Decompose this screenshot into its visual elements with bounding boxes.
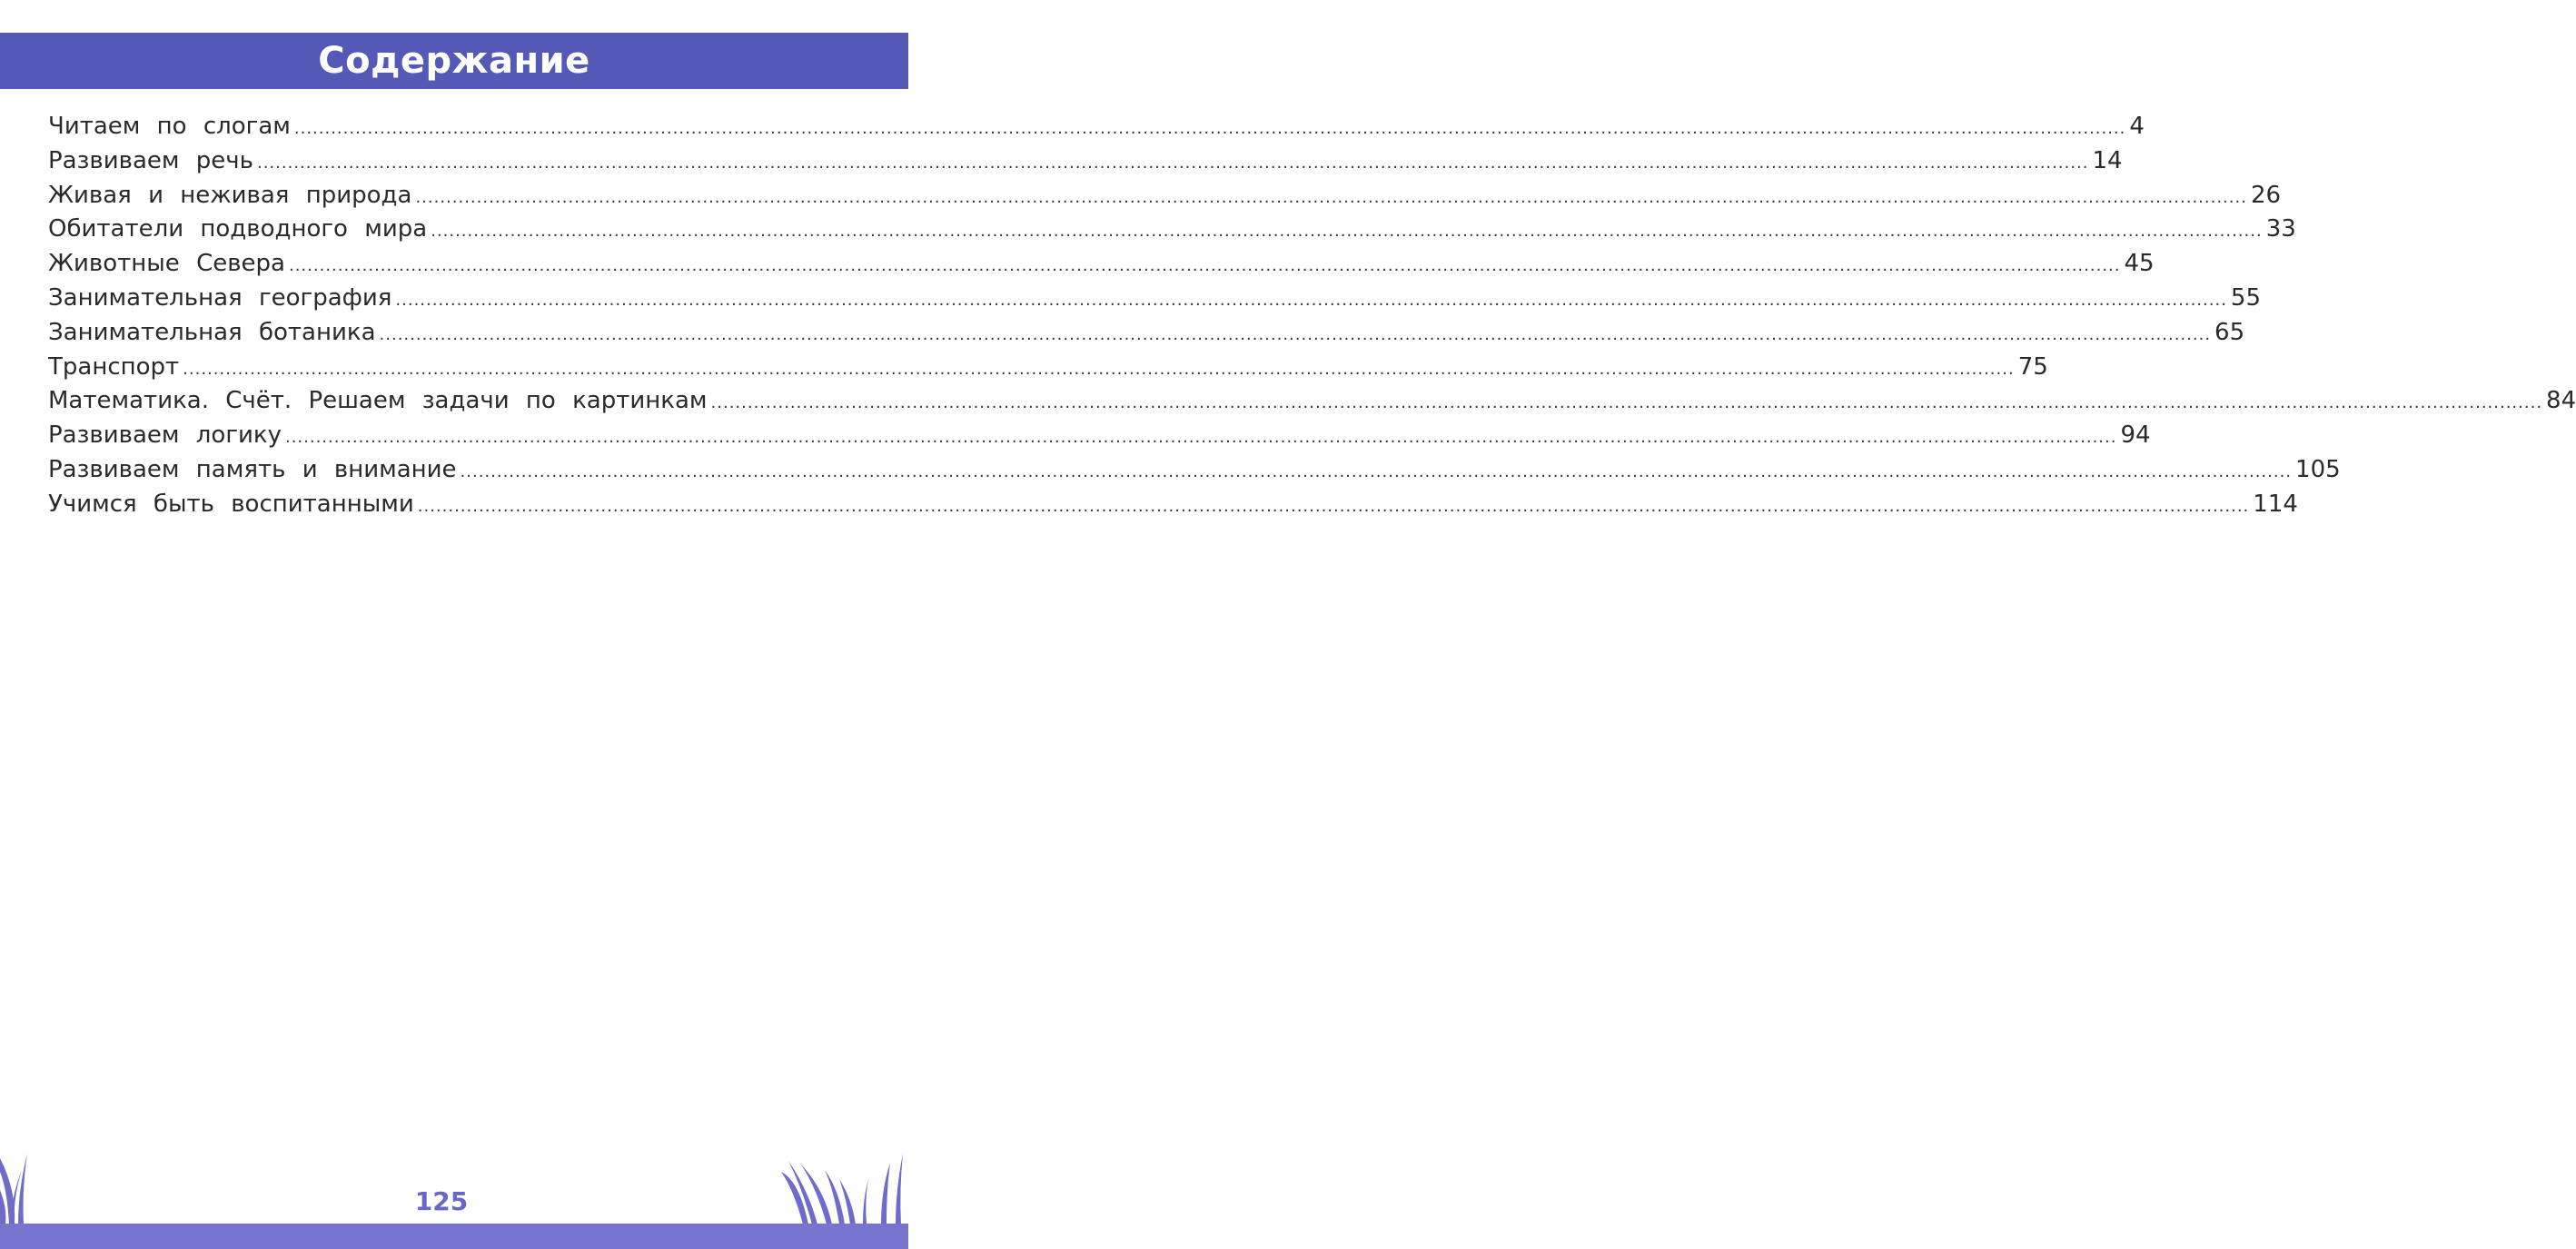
toc-entry-page: 94 — [2120, 421, 2151, 450]
toc-entry-page: 55 — [2230, 283, 2262, 312]
toc-entry[interactable] — [48, 421, 2151, 456]
dot-leader: ............................................................................................................................................................................................................................................................................................................ — [460, 461, 2293, 481]
dot-leader: ............................................................................................................................................................................................................................................................................................................ — [415, 187, 2247, 207]
dot-leader: ............................................................................................................................................................................................................................................................................................................ — [284, 428, 2117, 448]
toc-entry-title: Обитатели подводного мира — [48, 215, 428, 243]
toc-entry[interactable] — [48, 250, 2155, 284]
toc-entry-page: 114 — [2253, 490, 2298, 518]
dot-leader: ............................................................................................................................................................................................................................................................................................................ — [256, 153, 2089, 173]
page-number: 125 — [414, 1186, 469, 1216]
dot-leader: ............................................................................................................................................................................................................................................................................................................ — [288, 256, 2121, 276]
toc-entry-page: 4 — [2129, 113, 2145, 140]
toc-entry-page: 14 — [2092, 146, 2123, 174]
dot-leader: ............................................................................................................................................................................................................................................................................................................ — [293, 119, 2126, 138]
page-title: Содержание — [318, 40, 590, 82]
dot-leader: ............................................................................................................................................................................................................................................................................................................ — [395, 290, 2227, 310]
toc-entry[interactable] — [48, 387, 2576, 421]
toc-entry-title: Живая и неживая природа — [48, 181, 412, 209]
toc-entry[interactable] — [48, 455, 2341, 491]
toc-entry-page: 75 — [2017, 352, 2048, 381]
dot-leader: ............................................................................................................................................................................................................................................................................................................ — [431, 222, 2263, 242]
dot-leader: ............................................................................................................................................................................................................................................................................................................ — [379, 324, 2212, 344]
dot-leader: ............................................................................................................................................................................................................................................................................................................ — [710, 393, 2543, 413]
toc-entry-page: 105 — [2295, 455, 2341, 483]
dot-leader: ............................................................................................................................................................................................................................................................................................................ — [417, 496, 2250, 516]
toc-entry-page: 33 — [2265, 215, 2296, 243]
footer-band — [0, 1224, 908, 1249]
toc-entry[interactable] — [48, 490, 2298, 525]
toc-entry-title: Животные Севера — [48, 250, 285, 278]
header-banner — [0, 33, 908, 89]
dot-leader: ............................................................................................................................................................................................................................................................................................................ — [183, 359, 2015, 379]
toc-entry[interactable] — [48, 215, 2296, 250]
toc-entry-title: Транспорт — [48, 352, 180, 381]
toc-entry-title: Занимательная ботаника — [48, 318, 376, 346]
toc-entry-title: Учимся быть воспитанными — [48, 490, 414, 518]
toc-entry-title: Математика. Счёт. Решаем задачи по картинкам — [48, 387, 708, 415]
toc-entry-page: 84 — [2546, 387, 2576, 415]
toc-entry-page: 65 — [2214, 318, 2245, 346]
toc-entry[interactable] — [48, 318, 2245, 353]
toc-entry-title: Развиваем речь — [48, 146, 253, 174]
toc-entry-title: Занимательная география — [48, 283, 392, 312]
toc-entry-title: Развиваем логику — [48, 421, 282, 450]
toc-entry[interactable] — [48, 146, 2123, 182]
toc-entry[interactable] — [48, 113, 2145, 147]
toc-entry-page: 45 — [2124, 250, 2155, 278]
toc-entry[interactable] — [48, 352, 2048, 388]
toc-entry[interactable] — [48, 283, 2262, 319]
table-of-contents — [48, 113, 2576, 525]
toc-entry-title: Развиваем память и внимание — [48, 455, 457, 483]
toc-entry-title: Читаем по слогам — [48, 113, 291, 140]
toc-entry[interactable] — [48, 181, 2282, 216]
toc-entry-page: 26 — [2250, 181, 2282, 209]
